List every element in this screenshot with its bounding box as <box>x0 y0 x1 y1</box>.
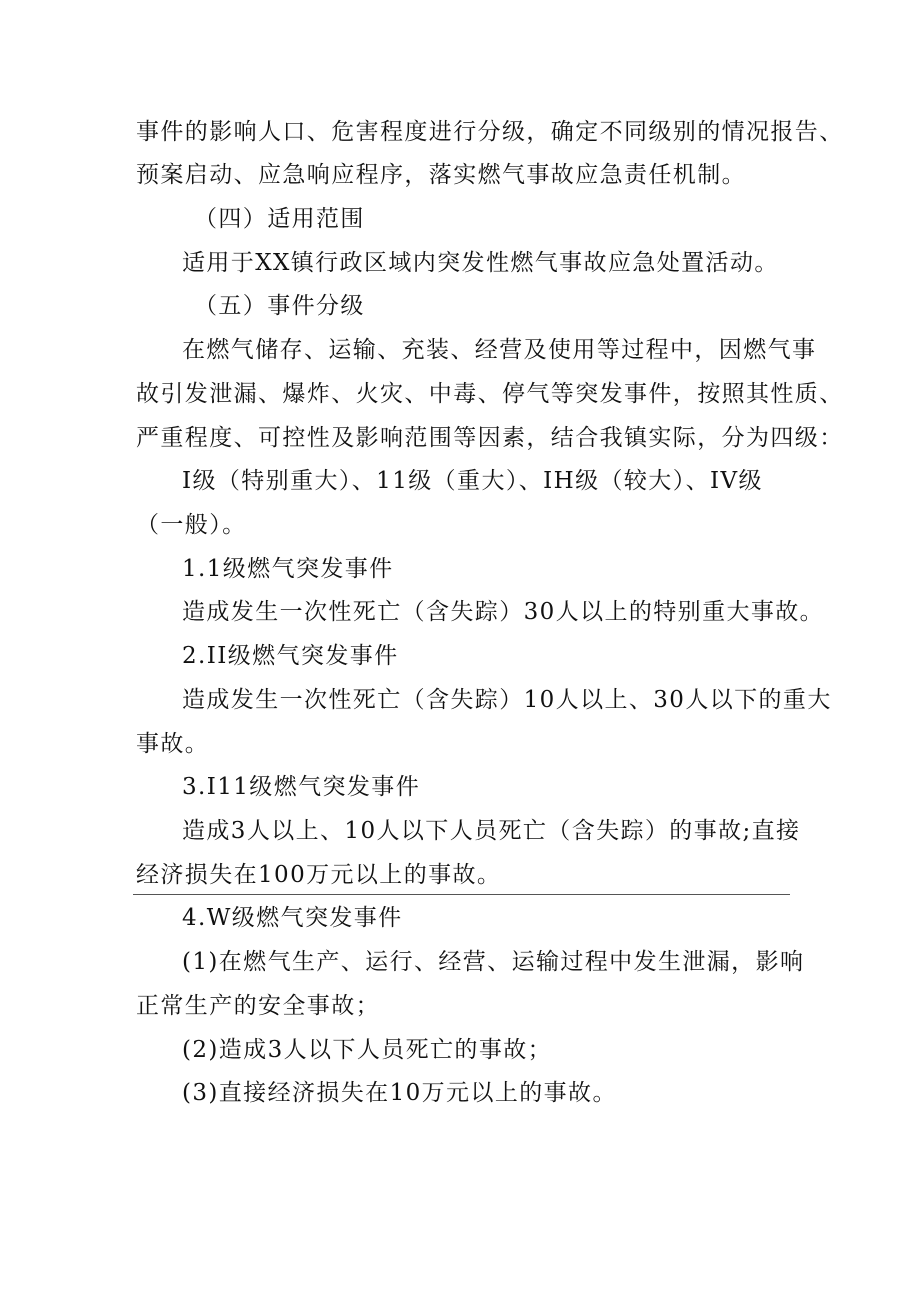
body-text-line: 严重程度、可控性及影响范围等因素，结合我镇实际，分为四级： <box>136 425 844 451</box>
section-heading: （四）适用范围 <box>194 206 365 232</box>
body-text-line: (3)直接经济损失在10万元以上的事故。 <box>182 1080 617 1106</box>
section-heading: （五）事件分级 <box>194 293 365 319</box>
body-text-line: 造成3人以上、10人以下人员死亡（含失踪）的事故;直接 <box>182 818 801 844</box>
body-text-line: 预案启动、应急响应程序，落实燃气事故应急责任机制。 <box>136 162 746 188</box>
body-text-line: 造成发生一次性死亡（含失踪）30人以上的特别重大事故。 <box>182 599 825 625</box>
body-text-line: (1)在燃气生产、运行、经营、运输过程中发生泄漏，影响 <box>182 949 805 975</box>
subsection-heading: 1.1级燃气突发事件 <box>182 556 394 582</box>
subsection-heading: 4.W级燃气突发事件 <box>182 905 403 931</box>
body-text-line: 造成发生一次性死亡（含失踪）10人以上、30人以下的重大 <box>182 687 832 713</box>
body-text-line: 适用于XX镇行政区域内突发性燃气事故应急处置活动。 <box>182 250 779 276</box>
body-text-line: I级（特别重大）、11级（重大）、IH级（较大）、IV级 <box>182 468 763 494</box>
body-text-line: 在燃气储存、运输、充装、经营及使用等过程中，因燃气事 <box>182 337 817 363</box>
page-divider <box>133 894 790 895</box>
body-text-line: 事故。 <box>136 731 210 757</box>
body-text-line: 故引发泄漏、爆炸、火灾、中毒、停气等突发事件，按照其性质、 <box>136 381 844 407</box>
body-text-line: （一般）。 <box>136 512 247 538</box>
subsection-heading: 2.II级燃气突发事件 <box>182 643 399 669</box>
body-text-line: 事件的影响人口、危害程度进行分级，确定不同级别的情况报告、 <box>136 119 844 145</box>
body-text-line: (2)造成3人以下人员死亡的事故； <box>182 1037 553 1063</box>
body-text-line: 正常生产的安全事故； <box>136 993 380 1019</box>
subsection-heading: 3.I11级燃气突发事件 <box>182 774 421 800</box>
body-text-line: 经济损失在100万元以上的事故。 <box>136 862 502 888</box>
